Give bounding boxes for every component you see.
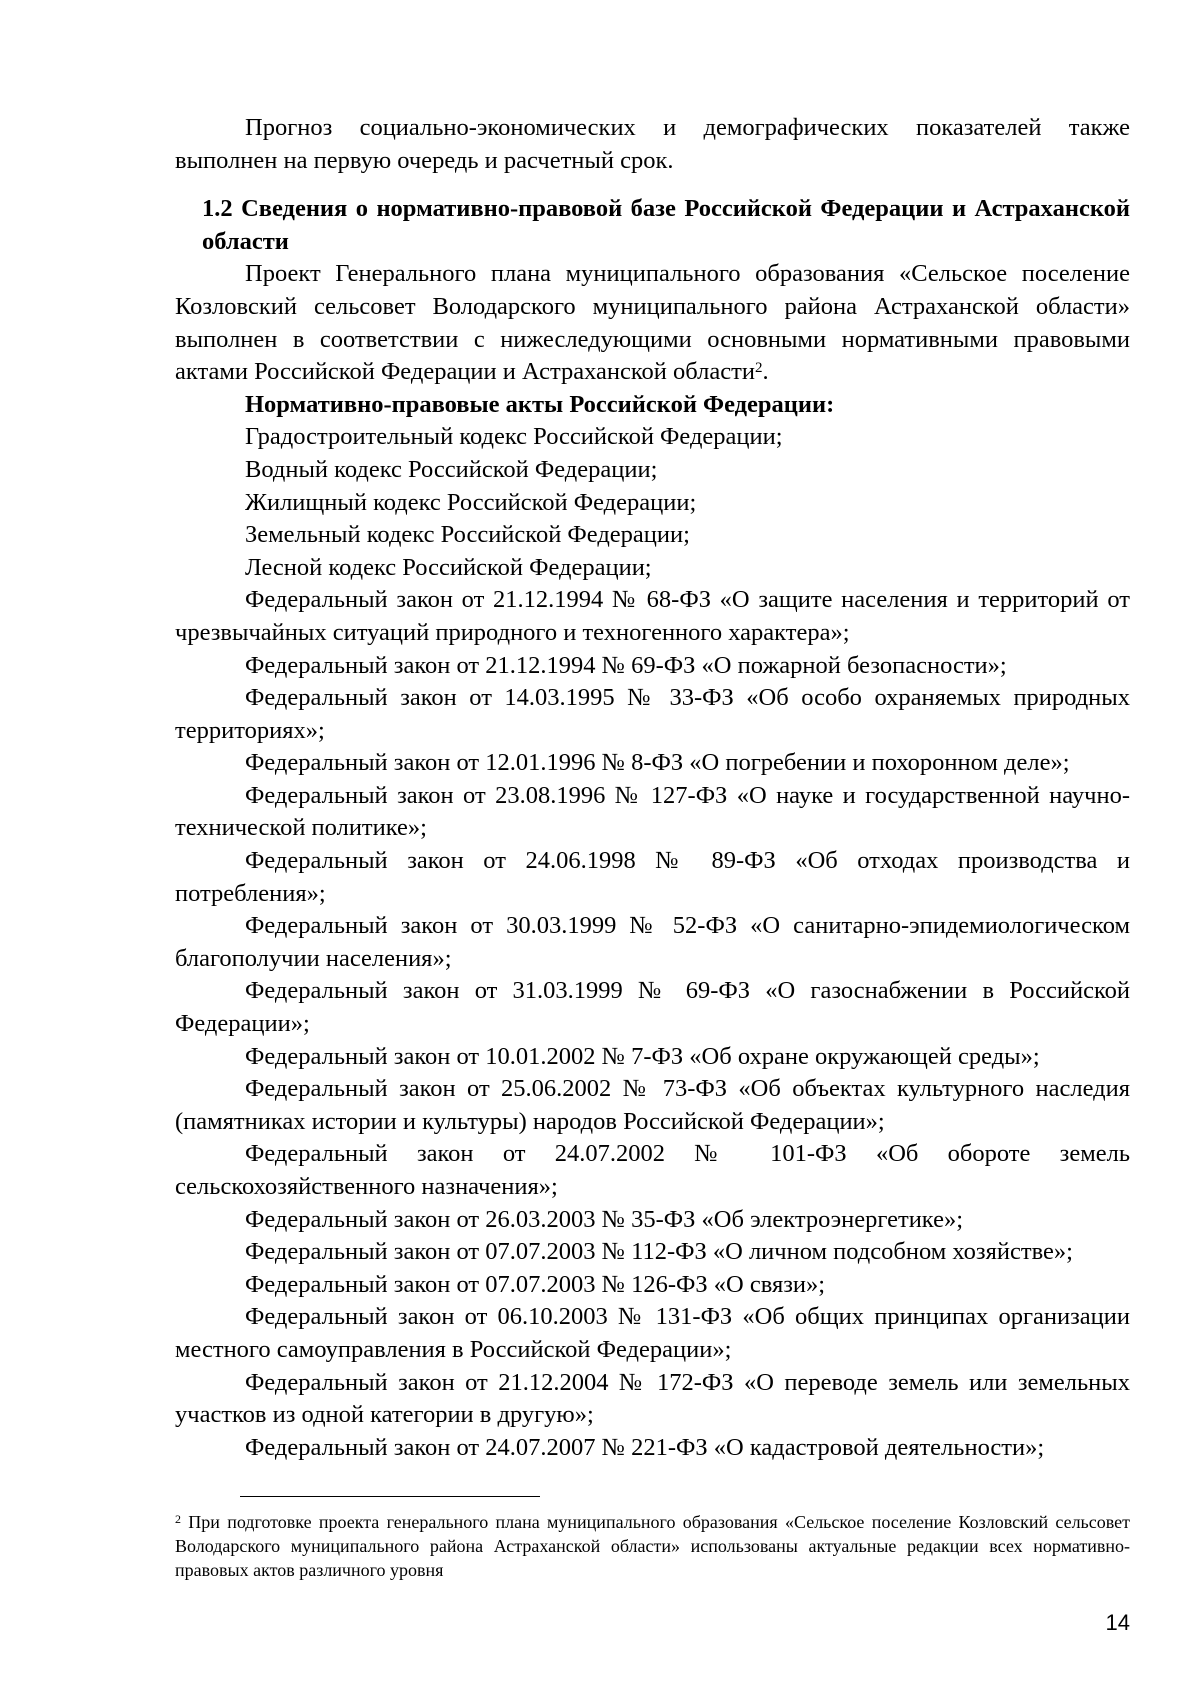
basis-paragraph	[175, 258, 1130, 388]
act-item: Земельный кодекс Российской Федерации;	[245, 521, 690, 549]
act-item: Водный кодекс Российской Федерации;	[245, 455, 658, 483]
act-item: Федеральный закон от 07.07.2003 № 126-ФЗ «О связи»;	[245, 1270, 826, 1298]
footnote-ref: 2	[754, 360, 763, 377]
act-item: Федеральный закон от 21.12.2004 № 172-ФЗ «О переводе земель или земельных участков из одной категории в другую»;	[175, 1368, 1130, 1429]
act-item: Федеральный закон от 24.06.1998 № 89-ФЗ «Об отходах производства и потребления»;	[175, 847, 1130, 907]
act-item: Федеральный закон от 30.03.1999 № 52-ФЗ «О санитарно-эпидемиологическом благополучии населения»;	[175, 912, 1130, 972]
act-item: Федеральный закон от 07.07.2003 № 112-ФЗ «О личном подсобном хозяйстве»;	[245, 1238, 1073, 1266]
page-number: 14	[1105, 1610, 1130, 1635]
acts-subheading: Нормативно-правовые акты Российской Федерации:	[245, 390, 835, 418]
act-item: Федеральный закон от 25.06.2002 № 73-ФЗ «Об объектах культурного наследия (памятниках истории и культуры) народов Российской Федерации»;	[175, 1075, 1130, 1135]
footnote	[175, 1510, 1130, 1582]
act-item: Жилищный кодекс Российской Федерации;	[245, 488, 697, 516]
body-text	[175, 112, 1130, 1464]
act-item: Федеральный закон от 31.03.1999 № 69-ФЗ «О газоснабжении в Российской Федерации»;	[175, 977, 1130, 1038]
footnote-mark: 2	[175, 1512, 181, 1526]
act-item: Федеральный закон от 06.10.2003 № 131-ФЗ «Об общих принципах организации местного самоуправления в Российской Федерации»;	[175, 1303, 1130, 1363]
act-item: Федеральный закон от 21.12.1994 № 68-ФЗ «О защите населения и территорий от чрезвычайных ситуаций природного и техногенного характера»;	[175, 586, 1130, 646]
act-item: Федеральный закон от 14.03.1995 № 33-ФЗ «Об особо охраняемых природных территориях»;	[175, 684, 1130, 744]
act-item: Федеральный закон от 24.07.2002 № 101-ФЗ «Об обороте земель сельскохозяйственного назначения»;	[175, 1140, 1130, 1200]
footnote-separator	[240, 1496, 540, 1497]
basis-paragraph-text: Проект Генерального плана муниципального образования «Сельское поселение Козловский сельсовет Володарского муниципального района Астраханской области» выполнен в соответствии с нижеследующими основными нормативными правовыми актами Российской Федерации и Астраханской области	[175, 260, 1130, 386]
basis-paragraph-end: .	[762, 358, 769, 386]
act-item: Лесной кодекс Российской Федерации;	[245, 553, 652, 581]
act-item: Федеральный закон от 10.01.2002 № 7-ФЗ «Об охране окружающей среды»;	[245, 1042, 1040, 1070]
footnote-text: При подготовке проекта генерального плана муниципального образования «Сельское поселение Козловский сельсовет Володарского муниципального района Астраханской области» использованы актуальные редакции всех нормативно-правовых актов различного уровня	[175, 1512, 1130, 1580]
act-item: Федеральный закон от 26.03.2003 № 35-ФЗ «Об электроэнергетике»;	[245, 1205, 964, 1233]
section-heading: 1.2 Сведения о нормативно-правовой базе Российской Федерации и Астраханской области	[202, 195, 1130, 255]
act-item: Федеральный закон от 23.08.1996 № 127-ФЗ «О науке и государственной научно-технической политике»;	[175, 781, 1130, 842]
act-item: Федеральный закон от 24.07.2007 № 221-ФЗ «О кадастровой деятельности»;	[245, 1433, 1045, 1461]
intro-paragraph: Прогноз социально-экономических и демографических показателей также выполнен на первую очередь и расчетный срок.	[175, 114, 1130, 174]
act-item: Федеральный закон от 12.01.1996 № 8-ФЗ «О погребении и похоронном деле»;	[245, 749, 1070, 777]
act-item: Градостроительный кодекс Российской Федерации;	[245, 423, 783, 451]
act-item: Федеральный закон от 21.12.1994 № 69-ФЗ «О пожарной безопасности»;	[245, 651, 1007, 679]
